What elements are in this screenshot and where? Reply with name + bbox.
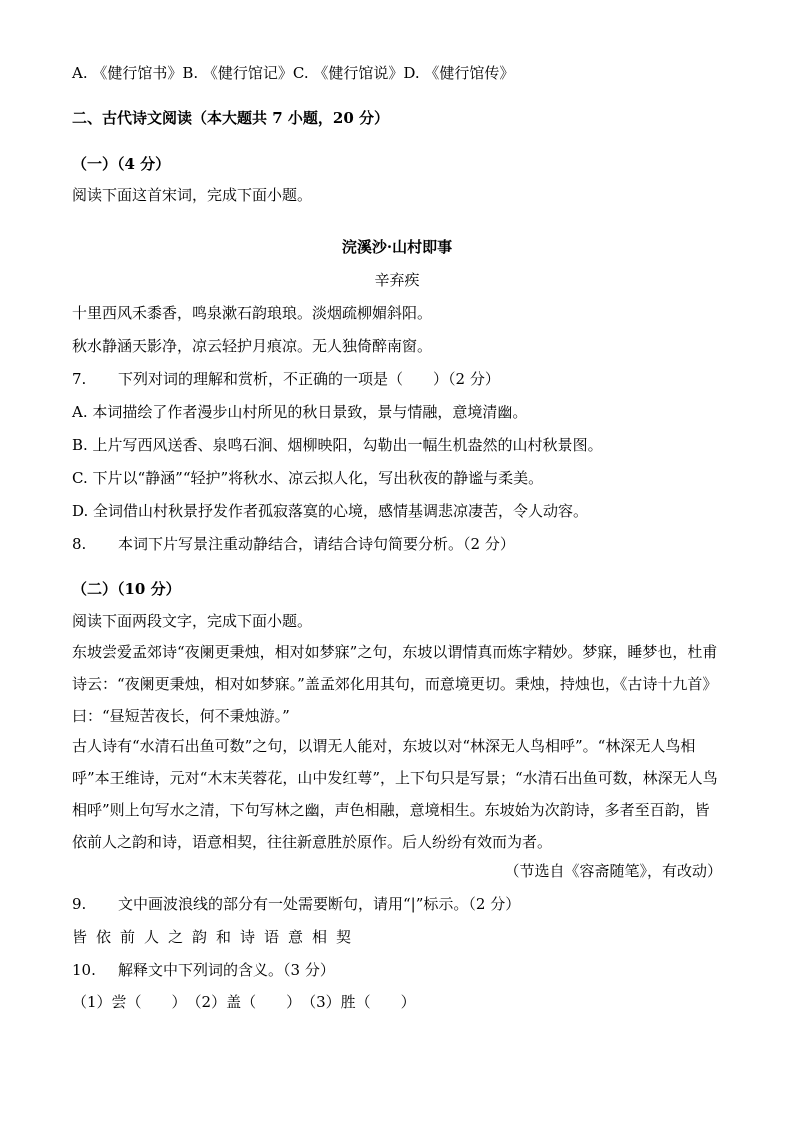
part1-heading: （一）（4 分） [72,155,171,173]
q6-options: A. 《健行馆书》B. 《健行馆记》C. 《健行馆说》D. 《健行馆传》 [72,64,515,82]
q8-stem: 本词下片写景注重动静结合，请结合诗句简要分析。（2 分） [118,535,515,553]
q8-stem-line [72,533,722,555]
q7-option-d: D. 全词借山村秋景抒发作者孤寂落寞的心境，感情基调悲凉凄苦，令人动容。 [72,502,589,520]
q7-option-a: A. 本词描绘了作者漫步山村所见的秋日景致，景与情融，意境清幽。 [72,403,528,421]
q7-stem-line [72,368,722,390]
poem-line-1: 十里西风禾黍香，鸣泉漱石韵琅琅。淡烟疏柳媚斜阳。 [72,304,433,322]
q7-option-c: C. 下片以“静涵”“轻护”将秋水、凉云拟人化，写出秋夜的静谧与柔美。 [72,469,544,487]
q10-stem-line [72,959,722,981]
q10-stem: 解释文中下列词的含义。（3 分） [118,961,335,979]
passage-paragraph-2: 古人诗有“水清石出鱼可数”之句，以谓无人能对，东坡以对“林深无人鸟相呼”。“林深无人鸟相呼”本王维诗，元对“木末芙蓉花，山中发红萼”，上下句只是写景；“水清石出鱼可数，林深无人鸟相呼”则上句写水之清，下句写林之幽，声色相融，意境相生。东坡始为次韵诗，多者至百韵，皆依前人之韵和诗，语意相契，往往新意胜於原作。后人纷纷有效而为者。 [72,737,718,851]
q9-number: 9. [72,895,87,913]
q8-number: 8. [72,535,87,553]
passage-source: （节选自《容斋随笔》，有改动） [504,862,722,880]
q9-sentence: 皆依前人之韵和诗语意相契 [72,928,361,946]
q9-stem-line [72,893,722,915]
q7-option-b: B. 上片写西风送香、泉鸣石涧、烟柳映阳，勾勒出一幅生机盎然的山村秋景图。 [72,436,603,454]
poem-author: 辛弃疾 [374,271,420,289]
q9-stem: 文中画波浪线的部分有一处需要断句，请用“|”标示。（2 分） [118,895,521,913]
part2-heading: （二）（10 分） [72,580,181,598]
part1-instruction: 阅读下面这首宋词，完成下面小题。 [72,186,313,204]
q10-number: 10. [72,961,96,979]
poem-line-2: 秋水静涵天影净，凉云轻护月痕凉。无人独倚醉南窗。 [72,337,433,355]
q7-number: 7. [72,370,87,388]
poem-title: 浣溪沙·山村即事 [341,238,453,256]
passage-paragraph-1: 东坡尝爱孟郊诗“夜阑更秉烛，相对如梦寐”之句，东坡以谓情真而炼字精妙。梦寐，睡梦也，杜甫诗云：“夜阑更秉烛，相对如梦寐。”盖孟郊化用其句，而意境更切。秉烛，持烛也，《古诗十九首》曰：“昼短苦夜长，何不秉烛游。” [72,643,718,725]
section2-title: 二、古代诗文阅读（本大题共 7 小题，20 分） [72,109,389,127]
q10-items: （1）尝（ ） （2）盖（ ） （3）胜（ ） [72,993,416,1011]
q7-stem: 下列对词的理解和赏析，不正确的一项是（ ）（2 分） [118,370,500,388]
part2-instruction: 阅读下面两段文字，完成下面小题。 [72,612,313,630]
